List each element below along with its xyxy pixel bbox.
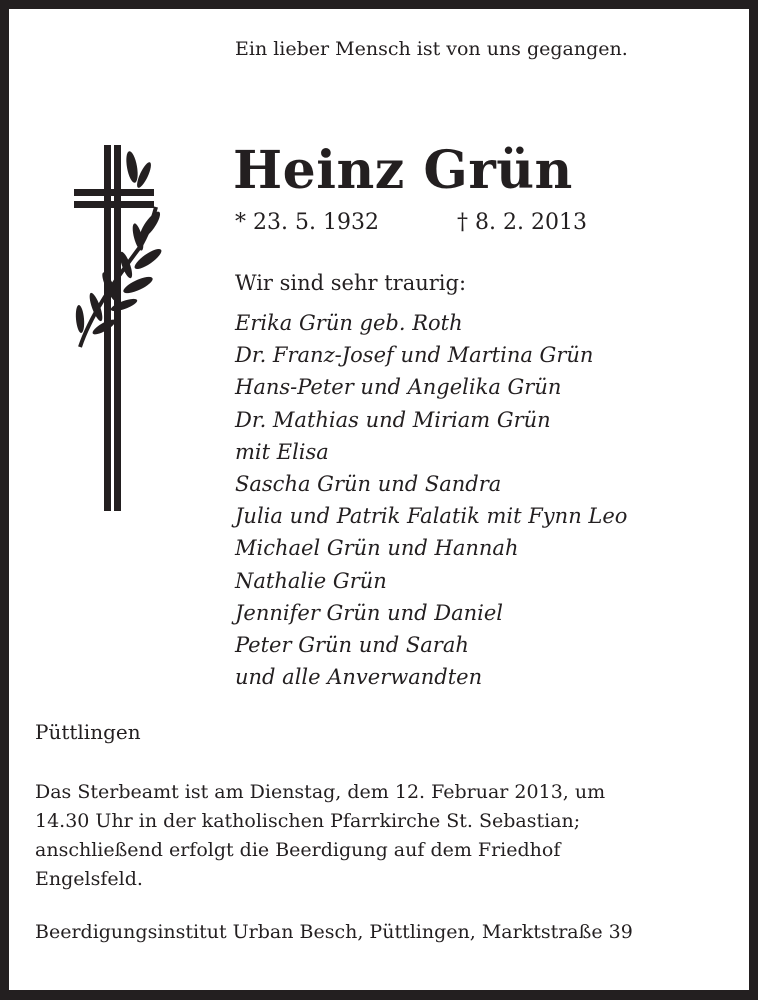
place: Püttlingen: [35, 720, 141, 744]
service-line: 14.30 Uhr in der katholischen Pfarrkirche St. Sebastian;: [35, 810, 581, 832]
mourner: mit Elisa: [235, 439, 329, 464]
mourners-list: [235, 307, 627, 693]
mourner: Michael Grün und Hannah: [235, 536, 519, 561]
mourner: und alle Anverwandten: [235, 665, 483, 690]
cross-with-palm-branch-icon: [60, 137, 170, 517]
mourner: Peter Grün und Sarah: [235, 632, 469, 657]
mourner: Dr. Mathias und Miriam Grün: [235, 407, 551, 432]
mourner: Hans-Peter und Angelika Grün: [235, 375, 562, 400]
service-details: [35, 778, 605, 894]
service-line: Engelsfeld.: [35, 868, 143, 890]
death-date: † 8. 2. 2013: [457, 210, 587, 235]
mourner: Jennifer Grün und Daniel: [235, 600, 503, 625]
undertaker-line: Beerdigungsinstitut Urban Besch, Püttlingen, Marktstraße 39: [35, 921, 633, 943]
mourners-heading: Wir sind sehr traurig:: [235, 271, 467, 295]
mourner: Sascha Grün und Sandra: [235, 471, 502, 496]
service-line: anschließend erfolgt die Beerdigung auf dem Friedhof: [35, 839, 561, 861]
deceased-name: Heinz Grün: [233, 140, 573, 201]
intro-line: Ein lieber Mensch ist von uns gegangen.: [235, 38, 628, 60]
mourner: Julia und Patrik Falatik mit Fynn Leo: [235, 504, 628, 529]
mourner: Dr. Franz-Josef und Martina Grün: [235, 343, 594, 368]
mourner: Nathalie Grün: [235, 568, 387, 593]
mourner: Erika Grün geb. Roth: [235, 311, 463, 335]
birth-date: * 23. 5. 1932: [235, 210, 379, 235]
service-line: Das Sterbeamt ist am Dienstag, dem 12. Februar 2013, um: [35, 781, 606, 803]
